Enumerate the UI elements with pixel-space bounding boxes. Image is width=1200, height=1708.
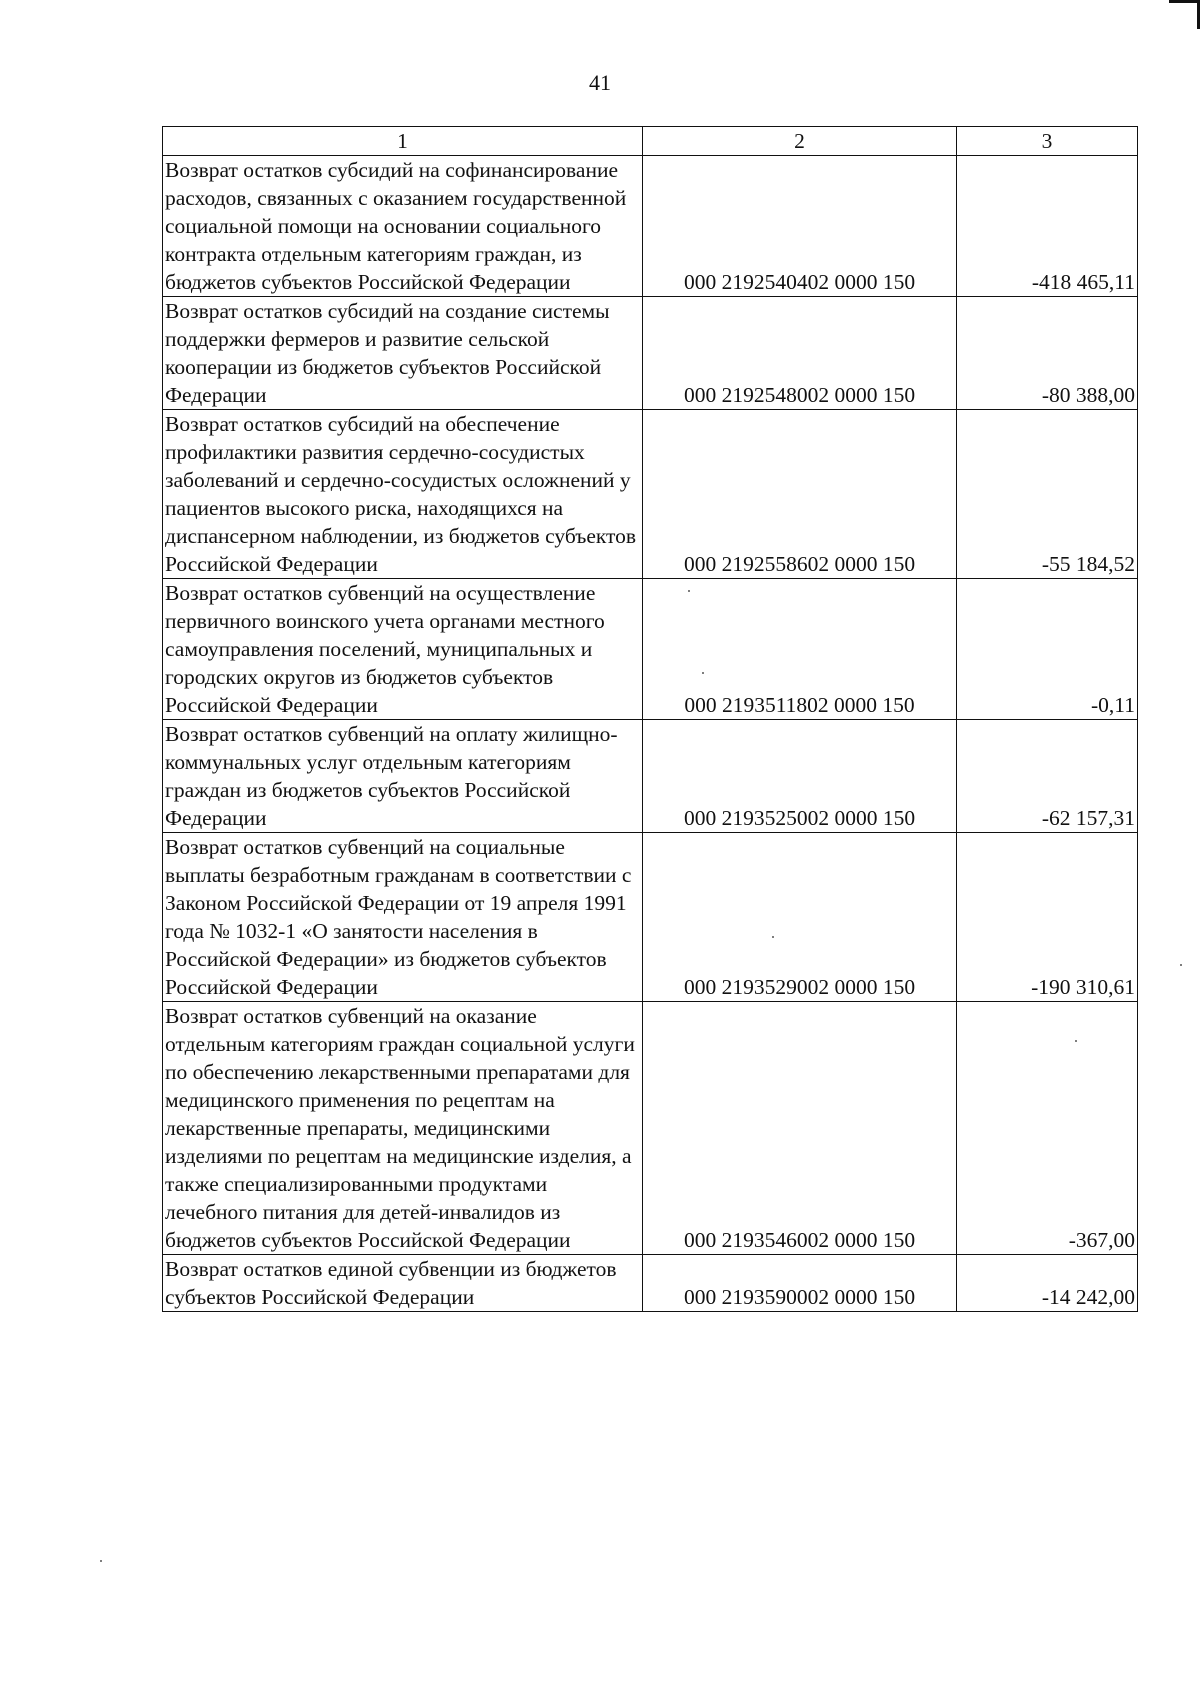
table-row (163, 156, 1138, 297)
row-code: 000 2193525002 0000 150 (643, 720, 957, 833)
row-value: -80 388,00 (957, 297, 1138, 410)
scan-speck (1180, 964, 1182, 966)
table-row (163, 720, 1138, 833)
row-value: -190 310,61 (957, 833, 1138, 1002)
row-value: -367,00 (957, 1002, 1138, 1255)
table-row (163, 579, 1138, 720)
row-code: 000 2193511802 0000 150 (643, 579, 957, 720)
scan-speck (702, 672, 704, 674)
row-name: Возврат остатков субсидий на софинансирование расходов, связанных с оказанием государственной социальной помощи на основании социального контракта отдельным категориям граждан, из бюджетов субъектов Российской Федерации (163, 156, 643, 297)
row-code: 000 2193590002 0000 150 (643, 1255, 957, 1312)
table-header-row (163, 127, 1138, 156)
row-value: -62 157,31 (957, 720, 1138, 833)
page-number: 41 (589, 70, 611, 95)
row-code: 000 2192558602 0000 150 (643, 410, 957, 579)
scan-corner-mark (1169, 0, 1200, 15)
row-name: Возврат остатков субвенций на осуществление первичного воинского учета органами местного самоуправления поселений, муниципальных и городских округов из бюджетов субъектов Российской Федерации (163, 579, 643, 720)
row-value: -14 242,00 (957, 1255, 1138, 1312)
header-col-1: 1 (163, 127, 643, 156)
row-name: Возврат остатков субвенций на оказание отдельным категориям граждан социальной услуги по обеспечению лекарственными препаратами для медицинского применения по рецептам на лекарственные препараты, медицинскими изделиями по рецептам на медицинские изделия, а также специализированными продуктами лечебного питания для детей-инвалидов из бюджетов субъектов Российской Федерации (163, 1002, 643, 1255)
budget-table (162, 126, 1138, 1312)
table-body (163, 127, 1138, 1312)
table-row (163, 1002, 1138, 1255)
row-value: -0,11 (957, 579, 1138, 720)
header-col-2: 2 (643, 127, 957, 156)
row-name: Возврат остатков субсидий на обеспечение профилактики развития сердечно-сосудистых заболеваний и сердечно-сосудистых осложнений у пациентов высокого риска, находящихся на диспансерном наблюдении, из бюджетов субъектов Российской Федерации (163, 410, 643, 579)
row-code: 000 2192548002 0000 150 (643, 297, 957, 410)
row-name: Возврат остатков субвенций на оплату жилищно-коммунальных услуг отдельным категориям граждан из бюджетов субъектов Российской Федерации (163, 720, 643, 833)
row-code: 000 2192540402 0000 150 (643, 156, 957, 297)
table-row (163, 410, 1138, 579)
row-name: Возврат остатков единой субвенции из бюджетов субъектов Российской Федерации (163, 1255, 643, 1312)
row-value: -418 465,11 (957, 156, 1138, 297)
table-row (163, 833, 1138, 1002)
table-row (163, 297, 1138, 410)
scan-speck (772, 936, 774, 938)
scan-speck (1075, 1040, 1077, 1042)
header-col-3: 3 (957, 127, 1138, 156)
table-row (163, 1255, 1138, 1312)
row-value: -55 184,52 (957, 410, 1138, 579)
scan-speck (100, 1560, 102, 1562)
row-code: 000 2193546002 0000 150 (643, 1002, 957, 1255)
row-code: 000 2193529002 0000 150 (643, 833, 957, 1002)
scan-speck (688, 590, 690, 592)
row-name: Возврат остатков субсидий на создание системы поддержки фермеров и развитие сельской кооперации из бюджетов субъектов Российской Федерации (163, 297, 643, 410)
row-name: Возврат остатков субвенций на социальные выплаты безработным гражданам в соответствии с Законом Российской Федерации от 19 апреля 1991 года № 1032-1 «О занятости населения в Российской Федерации» из бюджетов субъектов Российской Федерации (163, 833, 643, 1002)
